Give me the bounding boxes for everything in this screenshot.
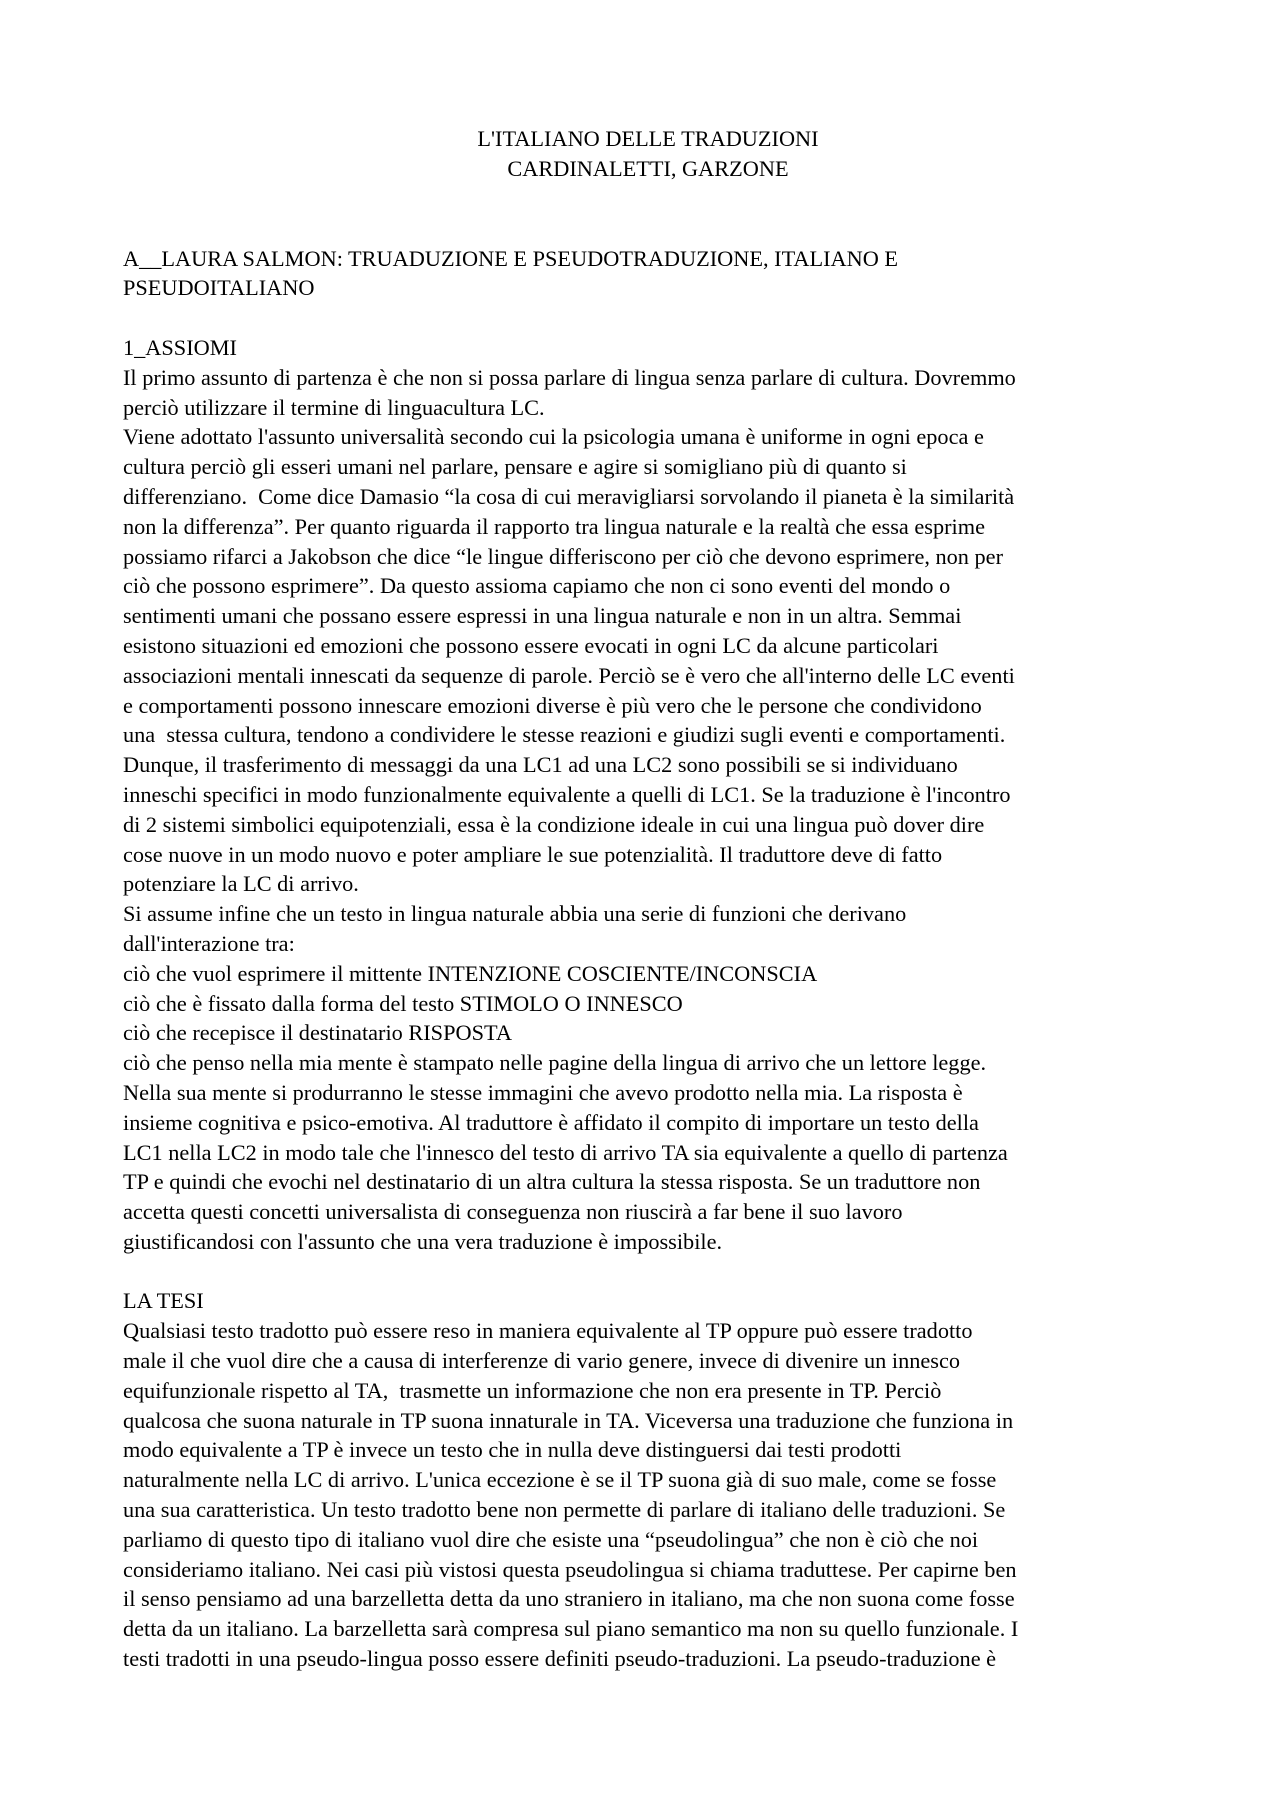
- document-authors: CARDINALETTI, GARZONE: [507, 155, 789, 181]
- spacer: [123, 1257, 1173, 1287]
- section-a-heading-line: A__LAURA SALMON: TRUADUZIONE E PSEUDOTRADUZIONE, ITALIANO E: [123, 245, 899, 271]
- tesi-body: [123, 1316, 1173, 1674]
- body-text-line: TP e quindi che evochi nel destinatario di un altra cultura la stessa risposta. Se un traduttore non: [123, 1169, 981, 1195]
- body-text-line: Viene adottato l'assunto universalità secondo cui la psicologia umana è uniforme in ogni epoca e: [123, 424, 984, 450]
- body-text-line: Si assume infine che un testo in lingua naturale abbia una serie di funzioni che derivano: [123, 901, 907, 927]
- section-a-heading-line: PSEUDOITALIANO: [123, 275, 315, 301]
- body-text-line: Qualsiasi testo tradotto può essere reso in maniera equivalente al TP oppure può essere tradotto: [123, 1318, 973, 1344]
- spacer: [123, 303, 1173, 333]
- body-text-line: ciò che recepisce il destinatario RISPOSTA: [123, 1020, 512, 1046]
- body-text-line: e comportamenti possono innescare emozioni diverse è più vero che le persone che condividono: [123, 692, 982, 718]
- body-text-line: Dunque, il trasferimento di messaggi da una LC1 ad una LC2 sono possibili se si individuano: [123, 752, 958, 778]
- section-a-heading: [123, 244, 1173, 304]
- body-text-line: esistono situazioni ed emozioni che possono essere evocati in ogni LC da alcune particolari: [123, 632, 939, 658]
- body-text-line: insieme cognitiva e psico-emotiva. Al traduttore è affidato il compito di importare un testo della: [123, 1109, 979, 1135]
- body-text-line: parliamo di questo tipo di italiano vuol dire che esiste una “pseudolingua” che non è ciò che noi: [123, 1526, 979, 1552]
- body-text-line: cose nuove in un modo nuovo e poter ampliare le sue potenzialità. Il traduttore deve di fatto: [123, 841, 943, 867]
- body-text-line: non la differenza”. Per quanto riguarda il rapporto tra lingua naturale e la realtà che essa esprime: [123, 513, 985, 539]
- body-text-line: ciò che penso nella mia mente è stampato nelle pagine della lingua di arrivo che un lettore legge.: [123, 1050, 987, 1076]
- assiomi-body: [123, 363, 1173, 1257]
- body-text-line: cultura perciò gli esseri umani nel parlare, pensare e agire si somigliano più di quanto si: [123, 454, 907, 480]
- body-text-line: inneschi specifici in modo funzionalmente equivalente a quelli di LC1. Se la traduzione è l'incontro: [123, 781, 1011, 807]
- body-text-line: testi tradotti in una pseudo-lingua posso essere definiti pseudo-traduzioni. La pseudo-traduzione è: [123, 1646, 997, 1672]
- body-text-line: potenziare la LC di arrivo.: [123, 871, 359, 897]
- subsection-tesi-heading: LA TESI: [123, 1288, 204, 1314]
- body-text-line: una sua caratteristica. Un testo tradotto bene non permette di parlare di italiano delle traduzioni. Se: [123, 1497, 1006, 1523]
- body-text-line: consideriamo italiano. Nei casi più vistosi questa pseudolingua si chiama traduttese. Per capirne ben: [123, 1556, 1017, 1582]
- body-text-line: differenziano. Come dice Damasio “la cosa di cui meravigliarsi sorvolando il pianeta è la similarità: [123, 483, 1015, 509]
- body-text-line: dall'interazione tra:: [123, 930, 295, 956]
- subsection-assiomi-heading: 1_ASSIOMI: [123, 334, 237, 360]
- body-text-line: male il che vuol dire che a causa di interferenze di vario genere, invece di divenire un innesco: [123, 1348, 960, 1374]
- body-text-line: naturalmente nella LC di arrivo. L'unica eccezione è se il TP suona già di suo male, come se fosse: [123, 1467, 997, 1493]
- body-text-line: ciò che possono esprimere”. Da questo assioma capiamo che non ci sono eventi del mondo o: [123, 573, 951, 599]
- body-text-line: LC1 nella LC2 in modo tale che l'innesco del testo di arrivo TA sia equivalente a quello di partenza: [123, 1139, 1008, 1165]
- body-text-line: Il primo assunto di partenza è che non si possa parlare di lingua senza parlare di cultura. Dovremmo: [123, 364, 1016, 390]
- body-text-line: il senso pensiamo ad una barzelletta detta da uno straniero in italiano, ma che non suona come fosse: [123, 1586, 1015, 1612]
- body-text-line: perciò utilizzare il termine di linguacultura LC.: [123, 394, 545, 420]
- body-text-line: associazioni mentali innescati da sequenze di parole. Perciò se è vero che all'interno delle LC eventi: [123, 662, 1015, 688]
- spacer: [123, 184, 1173, 244]
- body-text-line: detta da un italiano. La barzelletta sarà compresa sul piano semantico ma non su quello funzionale. I: [123, 1616, 1019, 1642]
- body-text-line: Nella sua mente si produrranno le stesse immagini che avevo prodotto nella mia. La risposta è: [123, 1079, 963, 1105]
- body-text-line: equifunzionale rispetto al TA, trasmette un informazione che non era presente in TP. Perciò: [123, 1377, 942, 1403]
- body-text-line: modo equivalente a TP è invece un testo che in nulla deve distinguersi dai testi prodotti: [123, 1437, 902, 1463]
- document-title: L'ITALIANO DELLE TRADUZIONI: [477, 126, 819, 151]
- body-text-line: possiamo rifarci a Jakobson che dice “le lingue differiscono per ciò che devono esprimere, non per: [123, 543, 1003, 569]
- body-text-line: una stessa cultura, tendono a condividere le stesse reazioni e giudizi sugli eventi e comportamenti.: [123, 722, 1006, 748]
- body-text-line: qualcosa che suona naturale in TP suona innaturale in TA. Viceversa una traduzione che funziona in: [123, 1407, 1014, 1433]
- body-text-line: di 2 sistemi simbolici equipotenziali, essa è la condizione ideale in cui una lingua può dover dire: [123, 811, 985, 837]
- body-text-line: sentimenti umani che possano essere espressi in una lingua naturale e non in un altra. Semmai: [123, 603, 962, 629]
- document-title-block: [123, 124, 1173, 184]
- body-text-line: ciò che è fissato dalla forma del testo STIMOLO O INNESCO: [123, 990, 683, 1016]
- body-text-line: ciò che vuol esprimere il mittente INTENZIONE COSCIENTE/INCONSCIA: [123, 960, 818, 986]
- document-page: [123, 124, 1173, 1674]
- body-text-line: accetta questi concetti universalista di conseguenza non riuscirà a far bene il suo lavoro: [123, 1199, 903, 1225]
- body-text-line: giustificandosi con l'assunto che una vera traduzione è impossibile.: [123, 1228, 723, 1254]
